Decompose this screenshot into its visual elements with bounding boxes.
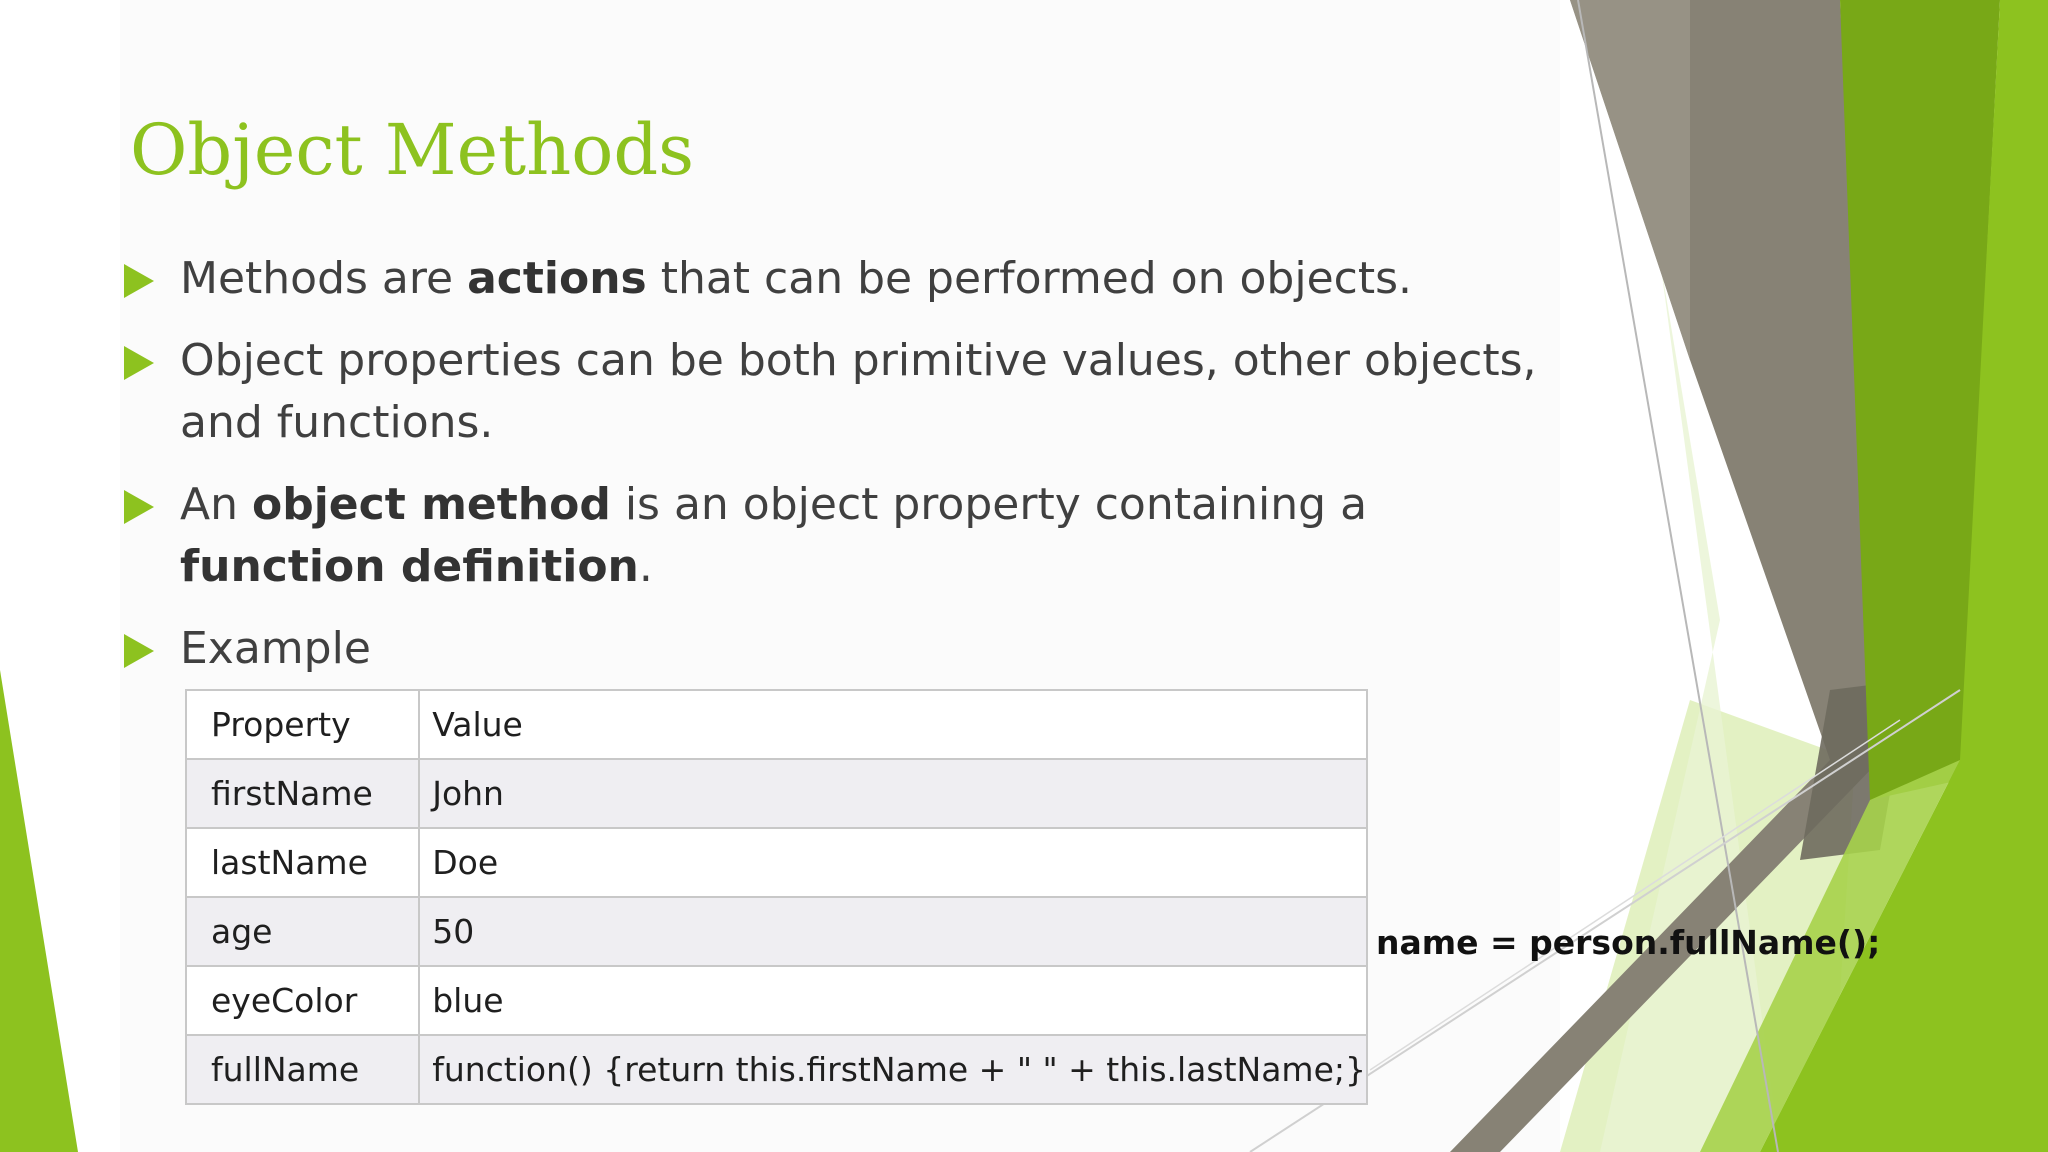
bullet-segment: that can be performed on objects.	[646, 253, 1413, 304]
table-cell: 50	[419, 897, 1367, 966]
bullet-segment: is an object property containing a	[610, 479, 1368, 530]
table-cell: age	[186, 897, 419, 966]
bullet-bold-segment: object method	[251, 479, 611, 530]
table-row	[186, 1035, 1367, 1104]
table-cell: eyeColor	[186, 966, 419, 1035]
table-row	[186, 966, 1367, 1035]
bullet-text	[180, 618, 371, 680]
bullet-segment: .	[638, 541, 653, 592]
bullet-segment: Object properties can be both primitive values, other objects, and functions.	[180, 335, 1537, 448]
table-cell: fullName	[186, 1035, 419, 1104]
bullet-segment: Methods are	[180, 253, 468, 304]
bullet-text	[180, 474, 1564, 598]
table-row	[186, 897, 1367, 966]
table-cell: lastName	[186, 828, 419, 897]
table-header-cell: Property	[186, 690, 419, 759]
bullet-bold-segment: actions	[467, 253, 647, 304]
table-row	[186, 759, 1367, 828]
bullet-text	[180, 330, 1564, 454]
table-cell: blue	[419, 966, 1367, 1035]
table-row	[186, 828, 1367, 897]
bullet-arrow-icon	[124, 264, 154, 298]
bullet-item	[124, 330, 1564, 454]
bullet-segment: Example	[180, 623, 371, 674]
bullet-item	[124, 248, 1564, 310]
bullet-arrow-icon	[124, 634, 154, 668]
bullet-list	[124, 248, 1564, 700]
table-header-row	[186, 690, 1367, 759]
bullet-arrow-icon	[124, 346, 154, 380]
code-example-line: name = person.fullName();	[1376, 923, 1881, 962]
bullet-bold-segment: function definition	[180, 541, 639, 592]
table-cell: function() {return this.firstName + " " + this.lastName;}	[419, 1035, 1367, 1104]
table-cell: Doe	[419, 828, 1367, 897]
table-header-cell: Value	[419, 690, 1367, 759]
slide-title: Object Methods	[130, 109, 695, 191]
bullet-segment: An	[180, 479, 252, 530]
properties-table	[185, 689, 1368, 1105]
table-cell: John	[419, 759, 1367, 828]
bullet-arrow-icon	[124, 490, 154, 524]
table-cell: firstName	[186, 759, 419, 828]
bullet-item	[124, 618, 1564, 680]
left-green-shape	[0, 670, 78, 1152]
bullet-text	[180, 248, 1412, 310]
bullet-item	[124, 474, 1564, 598]
